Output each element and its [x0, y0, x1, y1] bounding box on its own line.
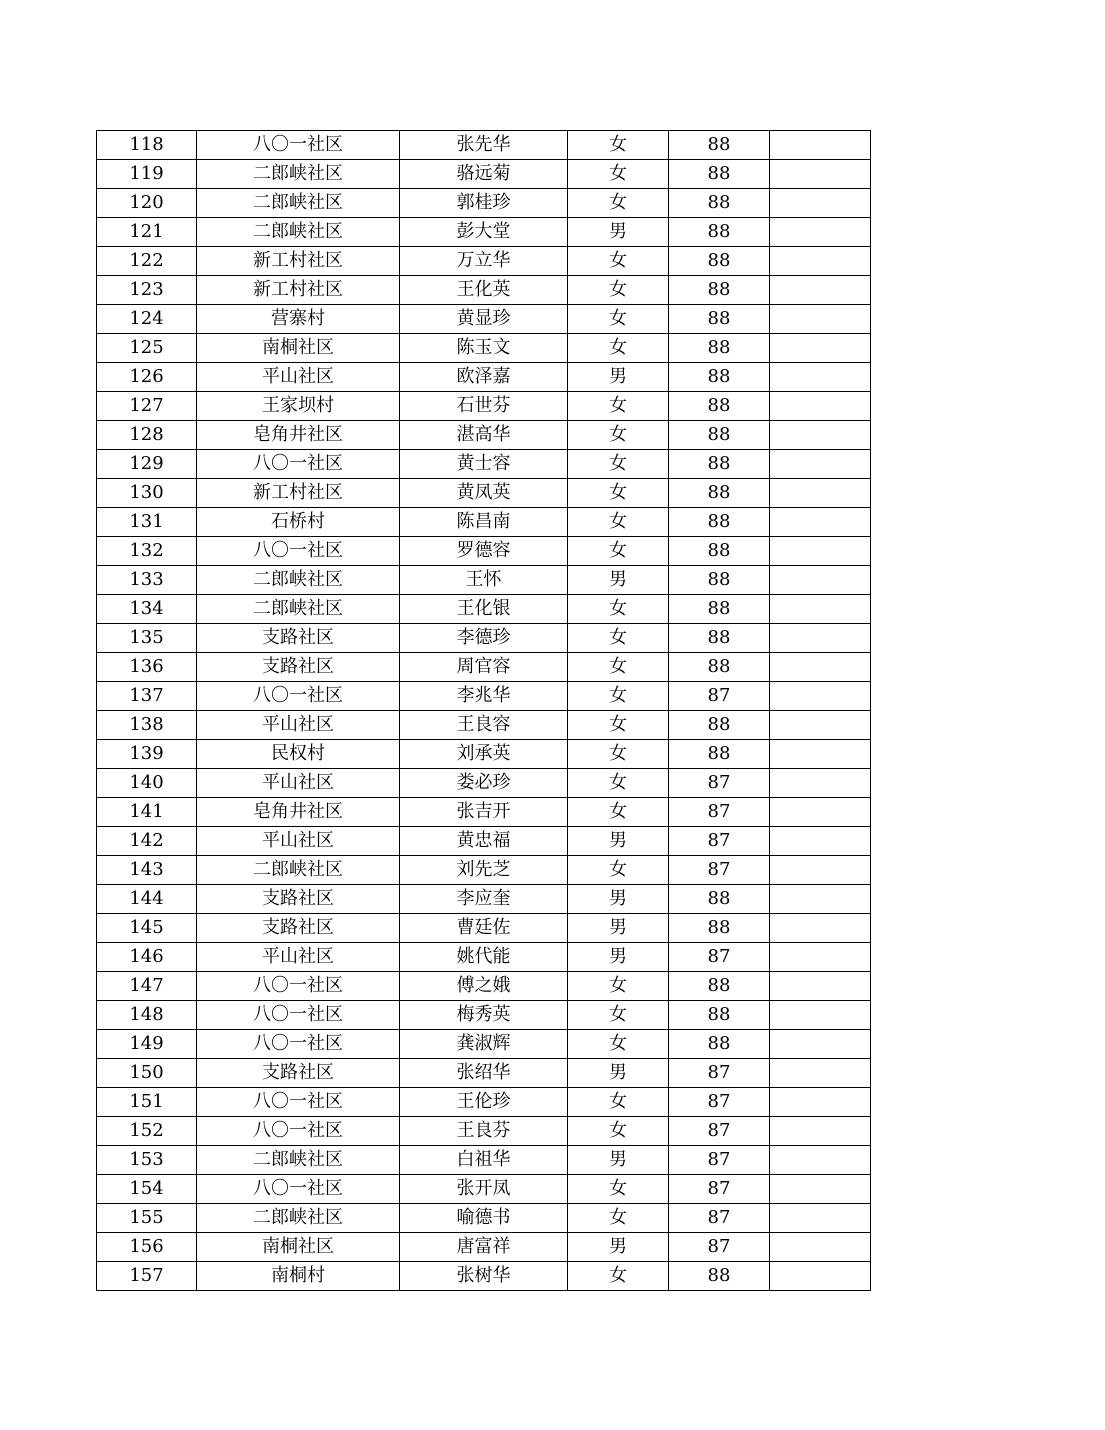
table-row — [97, 247, 871, 276]
name-cell: 李兆华 — [400, 682, 568, 711]
row-number-cell: 127 — [97, 392, 197, 421]
table-row — [97, 218, 871, 247]
name-cell: 李应奎 — [400, 885, 568, 914]
gender-cell: 男 — [568, 914, 669, 943]
community-cell: 石桥村 — [197, 508, 400, 537]
name-cell: 李德珍 — [400, 624, 568, 653]
note-cell — [770, 885, 871, 914]
age-cell: 88 — [669, 566, 770, 595]
row-number-cell: 141 — [97, 798, 197, 827]
name-cell: 龚淑辉 — [400, 1030, 568, 1059]
row-number-cell: 121 — [97, 218, 197, 247]
note-cell — [770, 943, 871, 972]
gender-cell: 男 — [568, 1233, 669, 1262]
name-cell: 湛高华 — [400, 421, 568, 450]
note-cell — [770, 479, 871, 508]
row-number-cell: 152 — [97, 1117, 197, 1146]
table-row — [97, 1059, 871, 1088]
name-cell: 张绍华 — [400, 1059, 568, 1088]
age-cell: 87 — [669, 1146, 770, 1175]
name-cell: 张开凤 — [400, 1175, 568, 1204]
gender-cell: 男 — [568, 885, 669, 914]
gender-cell: 女 — [568, 450, 669, 479]
name-cell: 王良容 — [400, 711, 568, 740]
gender-cell: 女 — [568, 1175, 669, 1204]
note-cell — [770, 1030, 871, 1059]
row-number-cell: 148 — [97, 1001, 197, 1030]
community-cell: 八〇一社区 — [197, 537, 400, 566]
gender-cell: 女 — [568, 276, 669, 305]
gender-cell: 女 — [568, 682, 669, 711]
age-cell: 87 — [669, 1175, 770, 1204]
row-number-cell: 129 — [97, 450, 197, 479]
gender-cell: 女 — [568, 392, 669, 421]
table-row — [97, 537, 871, 566]
row-number-cell: 133 — [97, 566, 197, 595]
name-cell: 刘先芝 — [400, 856, 568, 885]
gender-cell: 女 — [568, 421, 669, 450]
note-cell — [770, 827, 871, 856]
gender-cell: 男 — [568, 827, 669, 856]
row-number-cell: 140 — [97, 769, 197, 798]
gender-cell: 女 — [568, 1204, 669, 1233]
age-cell: 88 — [669, 305, 770, 334]
row-number-cell: 136 — [97, 653, 197, 682]
note-cell — [770, 1146, 871, 1175]
age-cell: 88 — [669, 421, 770, 450]
row-number-cell: 149 — [97, 1030, 197, 1059]
table-row — [97, 305, 871, 334]
table-row — [97, 392, 871, 421]
row-number-cell: 138 — [97, 711, 197, 740]
gender-cell: 女 — [568, 1088, 669, 1117]
age-cell: 88 — [669, 247, 770, 276]
table-row — [97, 131, 871, 160]
table-row — [97, 885, 871, 914]
name-cell: 张树华 — [400, 1262, 568, 1291]
community-cell: 新工村社区 — [197, 479, 400, 508]
age-cell: 88 — [669, 450, 770, 479]
name-cell: 黄忠福 — [400, 827, 568, 856]
table-row — [97, 653, 871, 682]
note-cell — [770, 1262, 871, 1291]
name-cell: 王良芬 — [400, 1117, 568, 1146]
gender-cell: 女 — [568, 595, 669, 624]
table-row — [97, 682, 871, 711]
name-cell: 姚代能 — [400, 943, 568, 972]
gender-cell: 女 — [568, 189, 669, 218]
age-cell: 88 — [669, 392, 770, 421]
community-cell: 皂角井社区 — [197, 798, 400, 827]
row-number-cell: 153 — [97, 1146, 197, 1175]
note-cell — [770, 595, 871, 624]
note-cell — [770, 305, 871, 334]
age-cell: 88 — [669, 624, 770, 653]
table-row — [97, 421, 871, 450]
row-number-cell: 134 — [97, 595, 197, 624]
note-cell — [770, 508, 871, 537]
gender-cell: 女 — [568, 653, 669, 682]
age-cell: 88 — [669, 218, 770, 247]
note-cell — [770, 1088, 871, 1117]
row-number-cell: 154 — [97, 1175, 197, 1204]
note-cell — [770, 392, 871, 421]
age-cell: 87 — [669, 769, 770, 798]
table-row — [97, 363, 871, 392]
row-number-cell: 157 — [97, 1262, 197, 1291]
row-number-cell: 125 — [97, 334, 197, 363]
note-cell — [770, 1233, 871, 1262]
table-row — [97, 740, 871, 769]
row-number-cell: 122 — [97, 247, 197, 276]
note-cell — [770, 421, 871, 450]
table-row — [97, 1175, 871, 1204]
row-number-cell: 118 — [97, 131, 197, 160]
community-cell: 二郎峡社区 — [197, 160, 400, 189]
gender-cell: 女 — [568, 131, 669, 160]
row-number-cell: 128 — [97, 421, 197, 450]
gender-cell: 女 — [568, 334, 669, 363]
gender-cell: 女 — [568, 711, 669, 740]
community-cell: 支路社区 — [197, 914, 400, 943]
name-cell: 石世芬 — [400, 392, 568, 421]
community-cell: 八〇一社区 — [197, 972, 400, 1001]
name-cell: 万立华 — [400, 247, 568, 276]
row-number-cell: 123 — [97, 276, 197, 305]
gender-cell: 男 — [568, 943, 669, 972]
community-cell: 八〇一社区 — [197, 1175, 400, 1204]
note-cell — [770, 189, 871, 218]
community-cell: 平山社区 — [197, 769, 400, 798]
name-cell: 欧泽嘉 — [400, 363, 568, 392]
roster-table-body — [97, 131, 871, 1291]
age-cell: 88 — [669, 189, 770, 218]
table-row — [97, 943, 871, 972]
table-row — [97, 914, 871, 943]
community-cell: 支路社区 — [197, 653, 400, 682]
table-row — [97, 1233, 871, 1262]
note-cell — [770, 856, 871, 885]
gender-cell: 女 — [568, 305, 669, 334]
note-cell — [770, 334, 871, 363]
age-cell: 88 — [669, 363, 770, 392]
roster-table — [96, 130, 871, 1291]
age-cell: 88 — [669, 1262, 770, 1291]
row-number-cell: 156 — [97, 1233, 197, 1262]
name-cell: 王伦珍 — [400, 1088, 568, 1117]
age-cell: 88 — [669, 1030, 770, 1059]
row-number-cell: 132 — [97, 537, 197, 566]
age-cell: 88 — [669, 740, 770, 769]
note-cell — [770, 1117, 871, 1146]
note-cell — [770, 769, 871, 798]
age-cell: 87 — [669, 798, 770, 827]
gender-cell: 女 — [568, 798, 669, 827]
note-cell — [770, 972, 871, 1001]
age-cell: 87 — [669, 1204, 770, 1233]
note-cell — [770, 450, 871, 479]
name-cell: 彭大堂 — [400, 218, 568, 247]
community-cell: 二郎峡社区 — [197, 1146, 400, 1175]
community-cell: 八〇一社区 — [197, 1030, 400, 1059]
row-number-cell: 137 — [97, 682, 197, 711]
name-cell: 陈玉文 — [400, 334, 568, 363]
name-cell: 喻德书 — [400, 1204, 568, 1233]
age-cell: 88 — [669, 885, 770, 914]
note-cell — [770, 711, 871, 740]
community-cell: 新工村社区 — [197, 247, 400, 276]
row-number-cell: 150 — [97, 1059, 197, 1088]
row-number-cell: 147 — [97, 972, 197, 1001]
age-cell: 87 — [669, 943, 770, 972]
row-number-cell: 124 — [97, 305, 197, 334]
table-row — [97, 1204, 871, 1233]
note-cell — [770, 537, 871, 566]
table-row — [97, 1117, 871, 1146]
gender-cell: 女 — [568, 1030, 669, 1059]
note-cell — [770, 131, 871, 160]
age-cell: 88 — [669, 131, 770, 160]
table-row — [97, 1030, 871, 1059]
row-number-cell: 135 — [97, 624, 197, 653]
community-cell: 新工村社区 — [197, 276, 400, 305]
note-cell — [770, 914, 871, 943]
note-cell — [770, 247, 871, 276]
community-cell: 八〇一社区 — [197, 682, 400, 711]
row-number-cell: 131 — [97, 508, 197, 537]
gender-cell: 女 — [568, 508, 669, 537]
gender-cell: 男 — [568, 1059, 669, 1088]
note-cell — [770, 798, 871, 827]
community-cell: 二郎峡社区 — [197, 566, 400, 595]
gender-cell: 女 — [568, 769, 669, 798]
gender-cell: 男 — [568, 1146, 669, 1175]
note-cell — [770, 682, 871, 711]
age-cell: 87 — [669, 1233, 770, 1262]
name-cell: 罗德容 — [400, 537, 568, 566]
table-row — [97, 595, 871, 624]
community-cell: 南桐社区 — [197, 334, 400, 363]
note-cell — [770, 624, 871, 653]
community-cell: 八〇一社区 — [197, 1088, 400, 1117]
table-row — [97, 827, 871, 856]
community-cell: 八〇一社区 — [197, 1001, 400, 1030]
row-number-cell: 120 — [97, 189, 197, 218]
community-cell: 支路社区 — [197, 624, 400, 653]
age-cell: 88 — [669, 508, 770, 537]
table-row — [97, 1262, 871, 1291]
community-cell: 平山社区 — [197, 943, 400, 972]
table-row — [97, 798, 871, 827]
row-number-cell: 146 — [97, 943, 197, 972]
age-cell: 87 — [669, 682, 770, 711]
name-cell: 王化英 — [400, 276, 568, 305]
community-cell: 二郎峡社区 — [197, 1204, 400, 1233]
age-cell: 88 — [669, 334, 770, 363]
community-cell: 八〇一社区 — [197, 1117, 400, 1146]
note-cell — [770, 160, 871, 189]
table-row — [97, 856, 871, 885]
table-row — [97, 450, 871, 479]
row-number-cell: 143 — [97, 856, 197, 885]
community-cell: 支路社区 — [197, 885, 400, 914]
gender-cell: 女 — [568, 247, 669, 276]
name-cell: 傅之娥 — [400, 972, 568, 1001]
age-cell: 88 — [669, 537, 770, 566]
community-cell: 八〇一社区 — [197, 450, 400, 479]
community-cell: 二郎峡社区 — [197, 595, 400, 624]
row-number-cell: 119 — [97, 160, 197, 189]
age-cell: 88 — [669, 160, 770, 189]
name-cell: 周官容 — [400, 653, 568, 682]
note-cell — [770, 566, 871, 595]
age-cell: 88 — [669, 653, 770, 682]
name-cell: 张先华 — [400, 131, 568, 160]
age-cell: 88 — [669, 276, 770, 305]
age-cell: 88 — [669, 479, 770, 508]
table-row — [97, 508, 871, 537]
row-number-cell: 139 — [97, 740, 197, 769]
gender-cell: 女 — [568, 856, 669, 885]
note-cell — [770, 1001, 871, 1030]
name-cell: 刘承英 — [400, 740, 568, 769]
name-cell: 唐富祥 — [400, 1233, 568, 1262]
table-row — [97, 1001, 871, 1030]
gender-cell: 女 — [568, 160, 669, 189]
table-row — [97, 624, 871, 653]
community-cell: 八〇一社区 — [197, 131, 400, 160]
community-cell: 南桐社区 — [197, 1233, 400, 1262]
community-cell: 平山社区 — [197, 363, 400, 392]
name-cell: 黄凤英 — [400, 479, 568, 508]
name-cell: 曹廷佐 — [400, 914, 568, 943]
age-cell: 88 — [669, 595, 770, 624]
table-row — [97, 189, 871, 218]
age-cell: 87 — [669, 856, 770, 885]
table-row — [97, 479, 871, 508]
note-cell — [770, 363, 871, 392]
name-cell: 郭桂珍 — [400, 189, 568, 218]
community-cell: 二郎峡社区 — [197, 856, 400, 885]
community-cell: 二郎峡社区 — [197, 189, 400, 218]
gender-cell: 女 — [568, 740, 669, 769]
table-row — [97, 566, 871, 595]
table-row — [97, 160, 871, 189]
age-cell: 87 — [669, 1059, 770, 1088]
table-row — [97, 1146, 871, 1175]
name-cell: 张吉开 — [400, 798, 568, 827]
name-cell: 娄必珍 — [400, 769, 568, 798]
gender-cell: 男 — [568, 218, 669, 247]
name-cell: 陈昌南 — [400, 508, 568, 537]
gender-cell: 女 — [568, 972, 669, 1001]
gender-cell: 女 — [568, 537, 669, 566]
note-cell — [770, 218, 871, 247]
row-number-cell: 130 — [97, 479, 197, 508]
age-cell: 87 — [669, 1117, 770, 1146]
age-cell: 87 — [669, 827, 770, 856]
row-number-cell: 151 — [97, 1088, 197, 1117]
note-cell — [770, 276, 871, 305]
note-cell — [770, 653, 871, 682]
community-cell: 民权村 — [197, 740, 400, 769]
community-cell: 皂角井社区 — [197, 421, 400, 450]
gender-cell: 男 — [568, 566, 669, 595]
gender-cell: 女 — [568, 624, 669, 653]
row-number-cell: 144 — [97, 885, 197, 914]
age-cell: 88 — [669, 914, 770, 943]
gender-cell: 男 — [568, 363, 669, 392]
table-row — [97, 769, 871, 798]
community-cell: 营寨村 — [197, 305, 400, 334]
age-cell: 88 — [669, 711, 770, 740]
table-row — [97, 711, 871, 740]
community-cell: 平山社区 — [197, 827, 400, 856]
community-cell: 支路社区 — [197, 1059, 400, 1088]
note-cell — [770, 1204, 871, 1233]
name-cell: 黄士容 — [400, 450, 568, 479]
name-cell: 黄显珍 — [400, 305, 568, 334]
name-cell: 王化银 — [400, 595, 568, 624]
note-cell — [770, 740, 871, 769]
age-cell: 87 — [669, 1088, 770, 1117]
table-row — [97, 276, 871, 305]
row-number-cell: 126 — [97, 363, 197, 392]
gender-cell: 女 — [568, 1001, 669, 1030]
table-row — [97, 1088, 871, 1117]
name-cell: 骆远菊 — [400, 160, 568, 189]
age-cell: 88 — [669, 972, 770, 1001]
age-cell: 88 — [669, 1001, 770, 1030]
table-row — [97, 972, 871, 1001]
row-number-cell: 142 — [97, 827, 197, 856]
note-cell — [770, 1175, 871, 1204]
gender-cell: 女 — [568, 1117, 669, 1146]
gender-cell: 女 — [568, 479, 669, 508]
name-cell: 王怀 — [400, 566, 568, 595]
table-row — [97, 334, 871, 363]
note-cell — [770, 1059, 871, 1088]
community-cell: 王家坝村 — [197, 392, 400, 421]
row-number-cell: 145 — [97, 914, 197, 943]
gender-cell: 女 — [568, 1262, 669, 1291]
community-cell: 南桐村 — [197, 1262, 400, 1291]
community-cell: 二郎峡社区 — [197, 218, 400, 247]
row-number-cell: 155 — [97, 1204, 197, 1233]
name-cell: 白祖华 — [400, 1146, 568, 1175]
name-cell: 梅秀英 — [400, 1001, 568, 1030]
community-cell: 平山社区 — [197, 711, 400, 740]
